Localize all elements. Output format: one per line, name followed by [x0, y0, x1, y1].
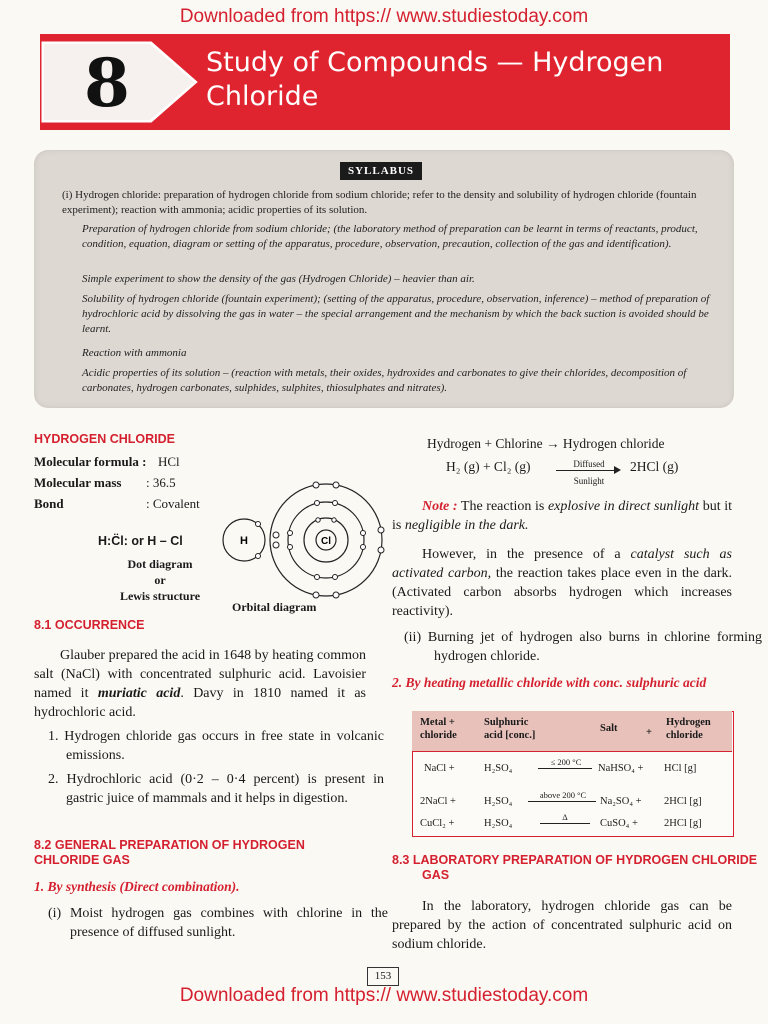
- equation-left: H₂ (g) + Cl₂ (g): [446, 459, 531, 474]
- occurrence-item-1: 1. Hydrogen chloride gas occurs in free state in volcanic emissions.: [48, 729, 384, 763]
- row3-product: 2HCl [g]: [664, 818, 702, 829]
- syllabus-box: [34, 150, 734, 408]
- chapter-title-line2: Chloride: [206, 81, 319, 112]
- lewis-formula: H:C̈l: or H – Cl: [98, 534, 183, 548]
- synthesis-item-i: (i) Moist hydrogen gas combines with chlorine in the presence of diffused sunlight.: [48, 906, 388, 940]
- dot-diagram-label: Dot diagram: [127, 557, 193, 571]
- prop-formula-val: HCl: [158, 454, 180, 469]
- row3-arrow: [540, 823, 590, 824]
- equation-arrow-line: [556, 470, 618, 471]
- row1-arrow: [538, 768, 592, 769]
- occurrence-paragraph: [34, 646, 366, 722]
- note-emphasis-2: negligible in the dark.: [404, 518, 529, 533]
- equation-right: 2HCl (g): [630, 459, 679, 474]
- prop-mass-key: Molecular mass: [34, 475, 122, 490]
- th-plus: +: [646, 727, 652, 738]
- dot-or-label: or: [154, 573, 166, 587]
- syllabus-tag: SYLLABUS: [340, 162, 422, 180]
- download-banner-top: Downloaded from https:// www.studiestoday.com: [179, 6, 589, 27]
- catalyst-paragraph: [392, 545, 732, 621]
- heading-hydrogen-chloride: HYDROGEN CHLORIDE: [34, 432, 175, 446]
- chapter-title: [206, 46, 726, 114]
- heading-laboratory-preparation: 8.3 LABORATORY PREPARATION OF HYDROGEN CHLORIDE GAS: [392, 853, 758, 882]
- row1-condition: ≤ 200 °C: [550, 757, 582, 767]
- catalyst-text-2: the reaction takes place even in the dark. (Activated carbon absorbs hydrogen which increases reactivity).: [392, 566, 732, 619]
- th-acid-conc: acid [conc.]: [484, 730, 536, 741]
- word-equation: Hydrogen + Chlorine → Hydrogen chloride: [427, 436, 665, 451]
- orbital-diagram-label: Orbital diagram: [232, 600, 317, 614]
- download-banner-bottom: Downloaded from https:// www.studiestoday.com: [179, 985, 589, 1006]
- heating-metallic-chloride-heading: 2. By heating metallic chloride with conc. sulphuric acid: [392, 675, 707, 690]
- orbital-diagram: [218, 480, 390, 600]
- row1-salt: NaHSO₄ +: [598, 763, 644, 774]
- row3-metal: CuCl₂ +: [420, 818, 455, 829]
- note-text-2: but it is: [392, 499, 733, 533]
- th-hydrogen: Hydrogen: [666, 717, 711, 728]
- occurrence-text-2: . Davy in 1810 named it as hydrochloric acid.: [34, 686, 366, 720]
- chapter-banner: [40, 34, 730, 130]
- orbital-h-label: H: [240, 535, 248, 547]
- page-number: 153: [367, 967, 399, 986]
- equation-condition-top: Diffused: [573, 459, 605, 469]
- th-chloride: chloride: [420, 730, 457, 741]
- syllabus-p4: Solubility of hydrogen chloride (fountain experiment); (setting of the apparatus, procedure, observation, inference) – method of preparation of hydrochloric acid by dissolving the gas in water – the special arrangement and the mechanism by which the back suction is avoided should be learnt.: [82, 293, 710, 335]
- table-header-rule: [412, 751, 732, 752]
- row1-metal: NaCl +: [424, 763, 455, 774]
- syllabus-p2: Preparation of hydrogen chloride from sodium chloride; (the laboratory method of preparation can be learnt in terms of reactants, product, condition, equation, diagram or setting of the apparatus, procedure, observation, precaution, collection of the gas and identification).: [82, 223, 698, 250]
- note-label: Note :: [422, 499, 458, 514]
- note-emphasis-1: explosive in direct sunlight: [547, 499, 700, 514]
- th-metal: Metal +: [420, 717, 455, 728]
- chapter-title-line1: Study of Compounds — Hydrogen: [206, 47, 664, 78]
- chapter-number: 8: [84, 44, 130, 122]
- note-text-1: The reaction is: [457, 499, 548, 514]
- prop-formula-key: Molecular formula :: [34, 454, 147, 469]
- orbital-cl-label: Cl: [321, 536, 331, 547]
- row3-acid: H₂SO₄: [484, 818, 513, 829]
- prop-bond-key: Bond: [34, 496, 64, 511]
- lewis-structure-label: Lewis structure: [119, 589, 201, 603]
- note-paragraph: [392, 497, 732, 535]
- row1-acid: H₂SO₄: [484, 763, 513, 774]
- syllabus-p3: Simple experiment to show the density of the gas (Hydrogen Chloride) – heavier than air.: [82, 273, 475, 285]
- row2-metal: 2NaCl +: [420, 796, 456, 807]
- muriatic-acid-term: muriatic acid: [97, 686, 181, 701]
- laboratory-paragraph: In the laboratory, hydrogen chloride gas can be prepared by the action of concentrated sulphuric acid on sodium chloride.: [392, 899, 732, 952]
- row2-product: 2HCl [g]: [664, 796, 702, 807]
- row2-salt: Na₂SO₄ +: [600, 796, 642, 807]
- row3-condition: Δ: [562, 812, 568, 822]
- th-sulphuric: Sulphuric: [484, 717, 529, 728]
- by-synthesis-heading: 1. By synthesis (Direct combination).: [34, 879, 240, 894]
- row2-condition: above 200 °C: [539, 790, 587, 800]
- catalyst-text-1: However, in the presence of a: [422, 547, 631, 562]
- th-salt: Salt: [600, 723, 618, 734]
- syllabus-p5: Reaction with ammonia: [82, 347, 187, 359]
- row3-salt: CuSO₄ +: [600, 818, 638, 829]
- syllabus-p6: Acidic properties of its solution – (reaction with metals, their oxides, hydroxides and carbonates to give their chlorides, decomposition of carbonates, hydrogen carbonates, sulphides, sulphites, thiosulphates and nitrates).: [82, 367, 687, 394]
- occurrence-item-2: 2. Hydrochloric acid (0·2 – 0·4 percent) is present in gastric juice of mammals and it helps in digestion.: [48, 772, 384, 806]
- equation-condition-bottom: Sunlight: [573, 476, 605, 486]
- occurrence-text-1: Glauber prepared the acid in 1648 by heating common salt (NaCl) with concentrated sulphuric acid. Lavoisier named it: [34, 648, 366, 701]
- row1-product: HCl [g]: [664, 763, 697, 774]
- burning-jet-item: (ii) Burning jet of hydrogen also burns in chlorine forming hydrogen chloride.: [404, 630, 762, 664]
- prop-bond-val: : Covalent: [146, 496, 200, 511]
- row2-acid: H₂SO₄: [484, 796, 513, 807]
- th-hydrogen-chloride: chloride: [666, 730, 703, 741]
- heading-occurrence: 8.1 OCCURRENCE: [34, 618, 145, 632]
- row2-arrow: [528, 801, 596, 802]
- heading-general-preparation: 8.2 GENERAL PREPARATION OF HYDROGEN CHLORIDE GAS: [34, 838, 305, 867]
- syllabus-p1: (i) Hydrogen chloride: preparation of hydrogen chloride from sodium chloride; refer to the density and solubility of hydrogen chloride (fountain experiment); reaction with ammonia; acidic properties of its solution.: [62, 189, 697, 216]
- prop-mass-val: : 36.5: [146, 475, 176, 490]
- catalyst-emphasis: catalyst such as activated carbon,: [392, 547, 732, 581]
